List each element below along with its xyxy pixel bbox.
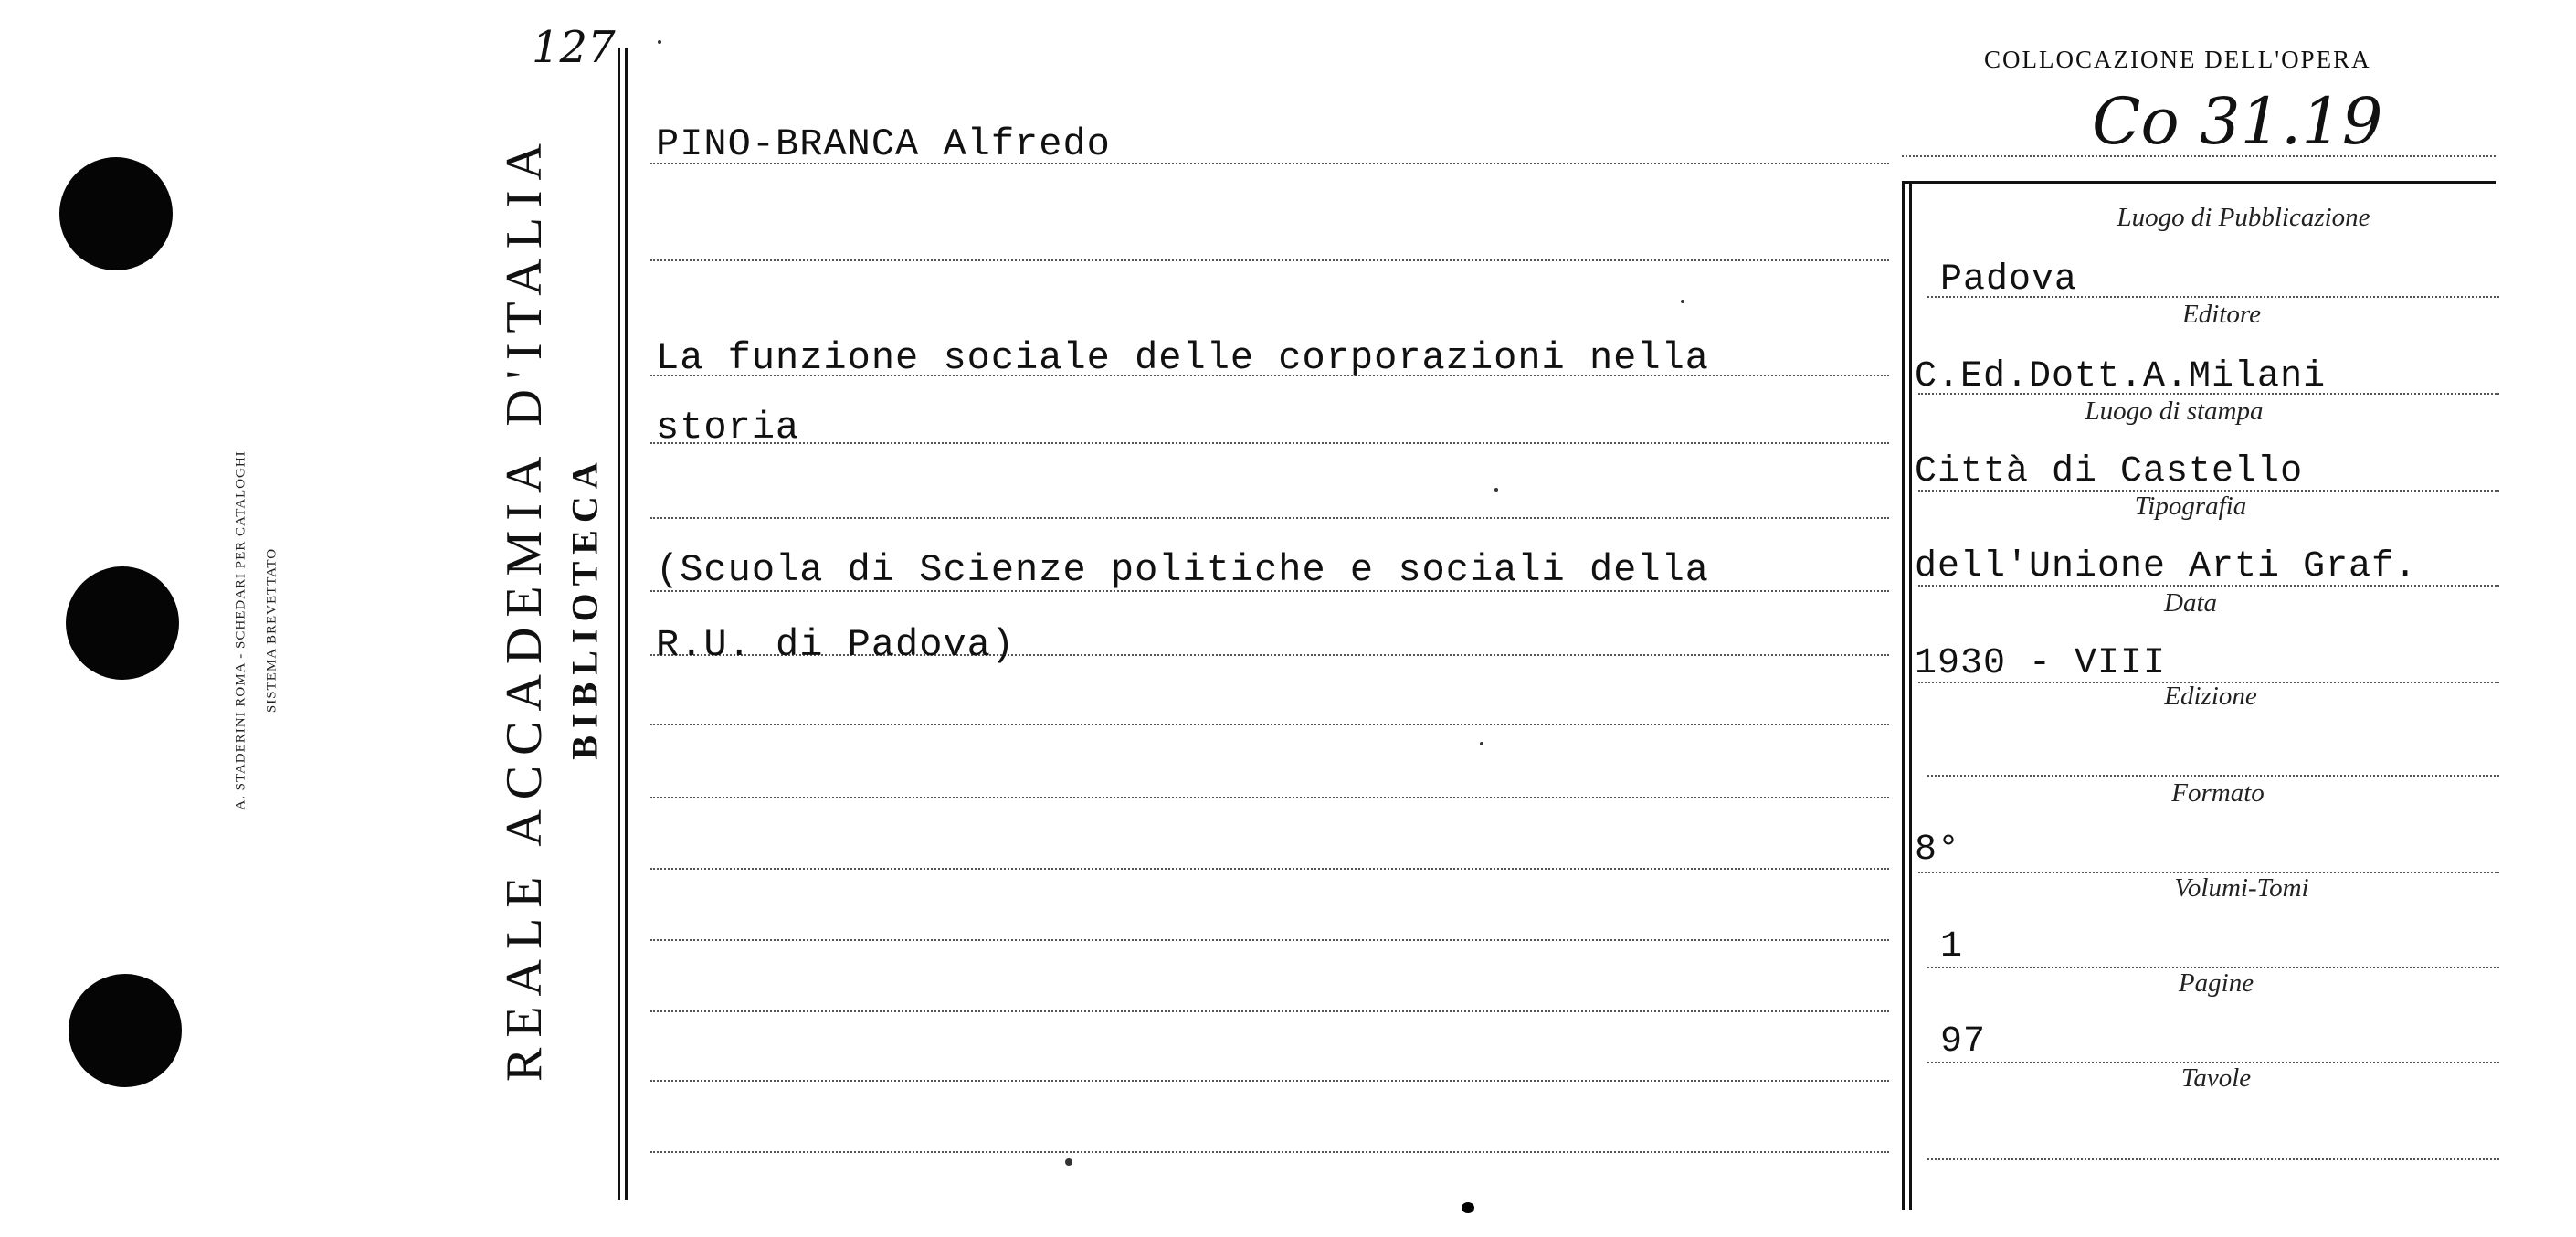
value-luogo-pubblicazione: Padova — [1940, 259, 2078, 301]
series-line-1: (Scuola di Scienze politiche e sociali della — [656, 548, 1709, 592]
rule-line-10 — [650, 868, 1889, 870]
label-luogo-stampa: Luogo di stampa — [2085, 396, 2264, 426]
rule-line-5 — [650, 517, 1889, 519]
collocazione-label: COLLOCAZIONE DELL'OPERA — [1984, 46, 2371, 73]
value-formato: 8° — [1915, 830, 1961, 871]
punch-hole-top — [59, 157, 173, 270]
value-tipografia: dell'Unione Arti Graf. — [1915, 546, 2418, 587]
series-line-2: R.U. di Padova) — [656, 623, 1016, 667]
label-editore: Editore — [2182, 300, 2261, 329]
punch-hole-bottom — [69, 974, 182, 1087]
collocazione-value: Co 31.19 — [2092, 84, 2383, 159]
institution-name: REALE ACCADEMIA D'ITALIA — [496, 133, 553, 1082]
label-data: Data — [2164, 588, 2217, 618]
author: PINO-BRANCA Alfredo — [656, 122, 1111, 166]
value-data: 1930 - VIII — [1915, 643, 2167, 684]
rule-line-12 — [650, 1010, 1889, 1012]
ink-speck — [1462, 1202, 1474, 1213]
collocazione-dotline — [1902, 155, 2496, 157]
rule-line-13 — [650, 1080, 1889, 1082]
ink-speck — [1494, 488, 1498, 492]
rule-line-9 — [650, 797, 1889, 798]
punch-hole-middle — [66, 566, 179, 680]
value-volumi-tomi: 1 — [1940, 926, 1964, 967]
label-volumi-tomi: Volumi-Tomi — [2174, 873, 2309, 903]
rule-line-4 — [650, 442, 1889, 444]
rule-line-14 — [650, 1151, 1889, 1153]
box-rule-outer — [1902, 181, 1905, 1210]
label-edizione: Edizione — [2164, 682, 2257, 711]
handwritten-number: 127 — [532, 22, 616, 73]
ink-speck — [1065, 1158, 1072, 1166]
printer-imprint-line1: A. STADERINI ROMA - SCHEDARI PER CATALOGHI — [233, 450, 248, 810]
label-formato: Formato — [2171, 778, 2265, 808]
ink-speck — [1480, 742, 1483, 745]
left-rule-inner — [625, 48, 628, 1200]
value-pagine: 97 — [1940, 1021, 1987, 1063]
ink-speck — [1681, 300, 1684, 303]
box-rule-inner — [1909, 181, 1912, 1210]
label-tipografia: Tipografia — [2134, 492, 2247, 521]
box-line-6 — [1927, 775, 2499, 777]
value-editore: C.Ed.Dott.A.Milani — [1915, 356, 2327, 397]
value-luogo-stampa: Città di Castello — [1915, 451, 2304, 492]
rule-line-8 — [650, 724, 1889, 725]
rule-line-2 — [650, 259, 1889, 261]
department-name: BIBLIOTECA — [564, 455, 606, 760]
printer-imprint-line2: SISTEMA BREVETTATO — [264, 547, 280, 714]
left-rule-outer — [618, 48, 620, 1200]
label-pagine: Pagine — [2178, 968, 2254, 998]
title-line-2: storia — [656, 406, 800, 449]
rule-line-11 — [650, 939, 1889, 941]
label-tavole: Tavole — [2180, 1063, 2252, 1093]
label-luogo-pubblicazione: Luogo di Pubblicazione — [2117, 203, 2370, 232]
box-line-10 — [1927, 1158, 2499, 1160]
title-line-1: La funzione sociale delle corporazioni nella — [656, 336, 1709, 380]
box-top-rule — [1902, 181, 2496, 184]
ink-speck — [658, 40, 661, 44]
